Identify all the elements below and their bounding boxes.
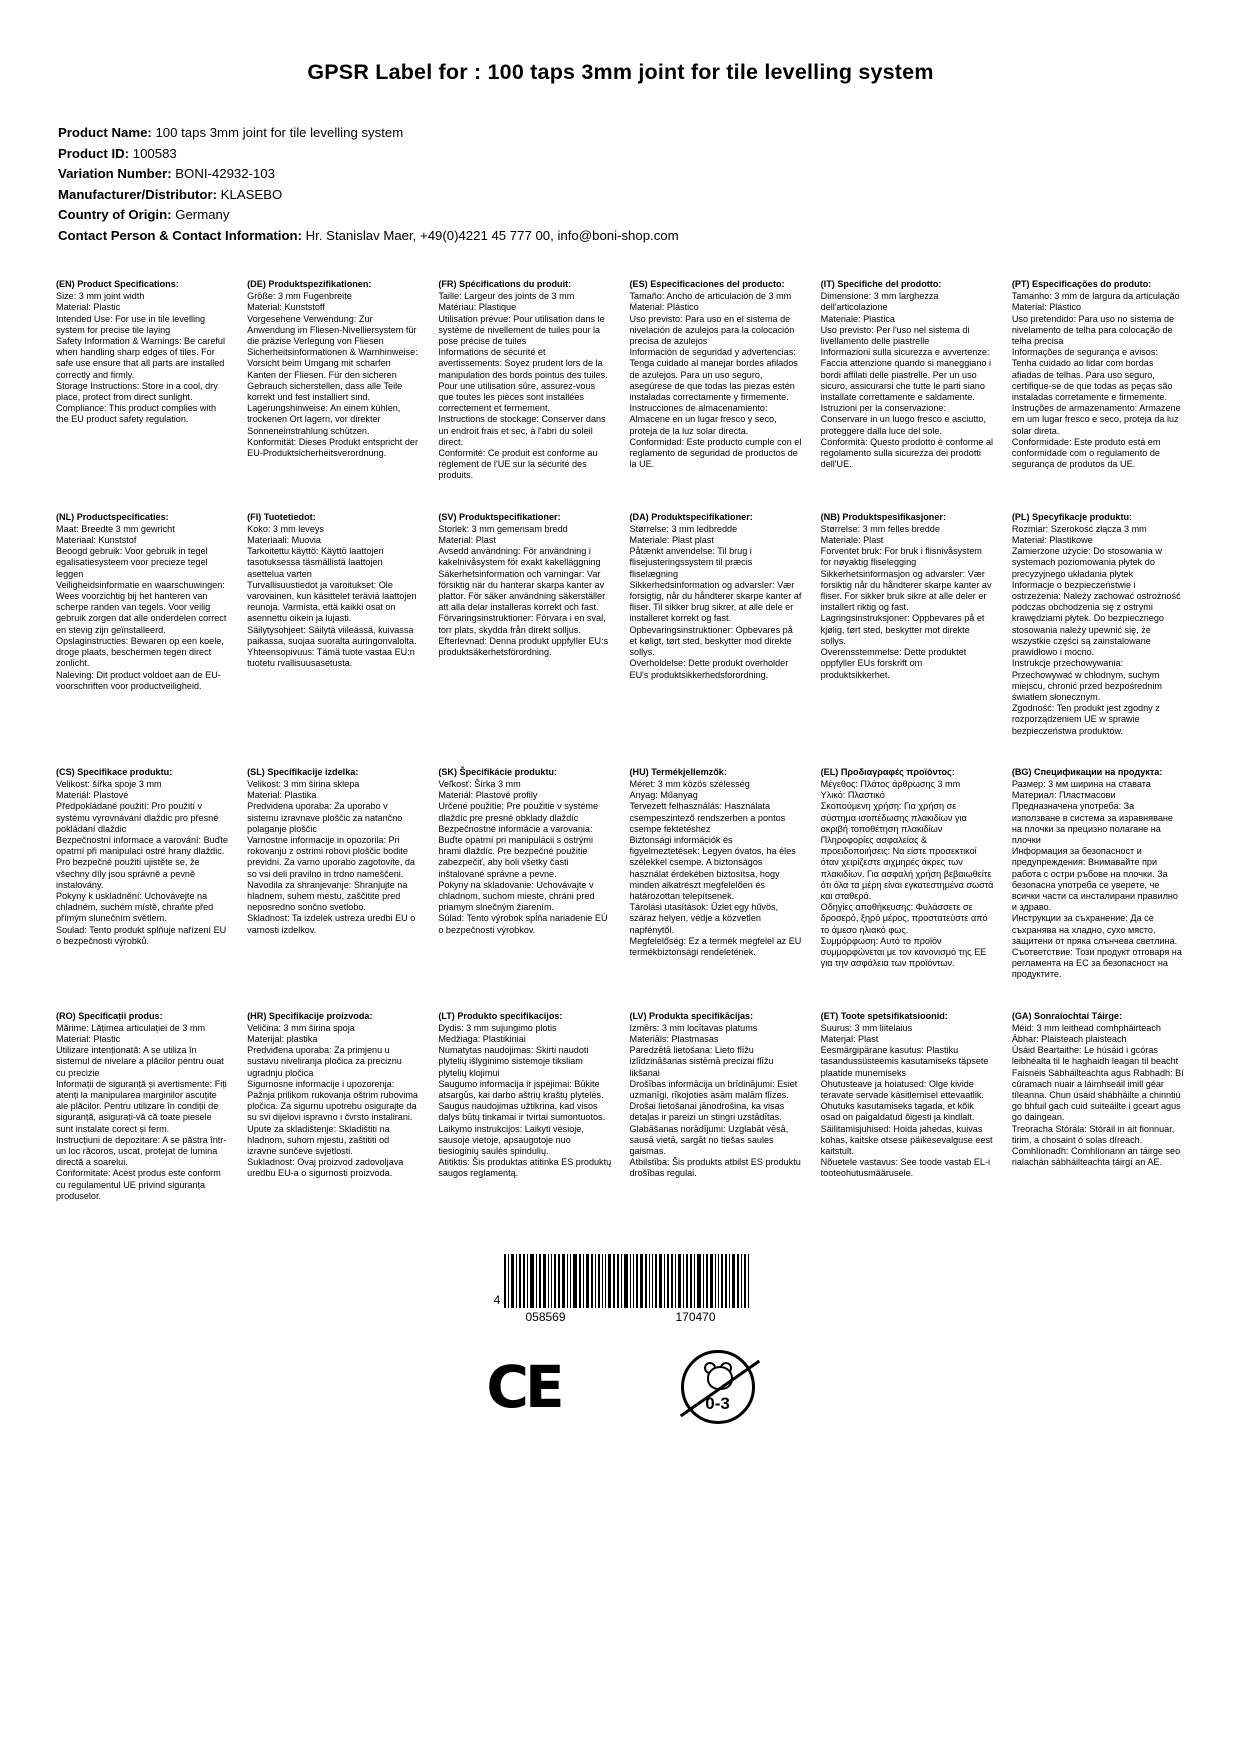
- spec-heading: (ES) Especificaciones del producto:: [629, 279, 785, 289]
- meta-value: 100 taps 3mm joint for tile levelling system: [155, 125, 404, 140]
- ce-mark-icon: CE: [486, 1353, 561, 1422]
- spec-heading: (HU) Termékjellemzők:: [629, 766, 727, 777]
- spec-block-ro: [56, 1011, 229, 1202]
- barcode-left-digits: 058569: [525, 1310, 566, 1325]
- spec-body: Größe: 3 mm Fugenbreite Material: Kunststoff Vorgesehene Verwendung: Zur Anwendung im Fliesen-Nivelliersystem für die präzise Verlegung von Fliesen Sicherheitsinformationen & Warnhinweise: Vorsicht beim Umgang mit scharfen Kanten der Fliesen. Für den sicheren Gebrauch sicherstellen, dass alle Teile korrekt und fest installiert sind. Lagerungshinweise: An einem kühlen, trockenen Ort lagern, vor direkter Sonneneinstrahlung schützen. Konformität: Dieses Produkt entspricht der EU-Produktsicherheitsverordnung.: [247, 291, 418, 459]
- spec-body: Størrelse: 3 mm ledbredde Materiale: Plast plast Påtænkt anvendelse: Til brug i flisejusteringssystem til præcis fliselægning Sikkerhedsinformation og advarsler: Vær forsigtig, når du håndterer skarpe kanter af fliser. Til sikker brug sikrer, at alle dele er installeret korrekt og fast. Opbevaringsinstruktioner: Opbevares på et køligt, tørt sted, beskytter mod direkte sollys. Overholdelse: Dette produkt overholder EU's produktsikkerhedsforordning.: [629, 523, 802, 680]
- spec-block-cs: [56, 767, 229, 981]
- barcode-right-digits: 170470: [675, 1310, 716, 1325]
- spec-block-hu: [630, 767, 803, 981]
- barcode-image: [490, 1254, 752, 1308]
- spec-block-sv: [438, 512, 611, 737]
- meta-row-contact: [58, 226, 1185, 246]
- spec-block-fi: [247, 512, 420, 737]
- symbol-row: [56, 1350, 1185, 1454]
- spec-heading: (DA) Produktspecifikationer:: [629, 511, 753, 522]
- spec-body: Tamaño: Ancho de articulación de 3 mm Material: Plástico Uso previsto: Para uso en el sistema de nivelación de azulejos para la colocación precisa de azulejos Información de seguridad y advertencias: Tenga cuidado al manejar bordes afilados de azulejos. Para un uso seguro, asegúrese de que todas las piezas estén instaladas correctamente y firmemente. Instrucciones de almacenamiento: Almacene en un lugar fresco y seco, proteja de la luz solar directa. Conformidad: Este producto cumple con el reglamento de seguridad de productos de la UE.: [629, 291, 802, 470]
- product-meta: [58, 123, 1185, 245]
- spec-block-es: [630, 279, 803, 482]
- meta-row-product-id: [58, 144, 1185, 164]
- spec-block-en: [56, 279, 229, 482]
- meta-label: Product ID:: [58, 145, 130, 161]
- spec-block-nl: [56, 512, 229, 737]
- spec-heading: (IT) Specifiche del prodotto:: [820, 279, 942, 289]
- spec-heading: (PL) Specyfikacje produktu:: [1011, 511, 1133, 522]
- barcode-bars: [504, 1254, 751, 1308]
- meta-value: BONI-42932-103: [175, 166, 275, 181]
- spec-body: Размер: 3 мм ширина на ставата Материал: Пластмасови Предназначена употреба: За използване в система за изравняване на плочки за прецизно полагане на плочки Информация за безопасност и предупреждения: Внимавайте при работа с остри ръбове на плочки. За безопасна употреба се уверете, че всички части са инсталирани правилно и здраво. Инструкции за съхранение: Да се съхранява на хладно, сухо място, защитени от пряка слънчева светлина. Съответствие: Този продукт отговаря на регламента на ЕС за безопасност на продуктите.: [1011, 778, 1182, 980]
- spec-block-sl: [247, 767, 420, 981]
- spec-block-it: [821, 279, 994, 482]
- spec-body: Velikost: šířka spoje 3 mm Materiál: Plastové Předpokládané použití: Pro použití v systému vyrovnávání dlaždic pro přesné pokládání dlaždic Bezpečnostní informace a varování: Buďte opatrní při manipulaci ostré hrany dlaždic. Pro bezpečné použití ujistěte se, že všechny díly jsou správně a pevně instalovány. Pokyny k uskladnění: Uchovávejte na chladném, suchém místě, chraňte před přímým slunečním světlem. Soulad: Tento produkt splňuje nařízení EU o bezpečnosti výrobků.: [56, 778, 228, 946]
- spec-heading: (BG) Спецификации на продукта:: [1011, 766, 1163, 777]
- spec-body: Taille: Largeur des joints de 3 mm Matériau: Plastique Utilisation prévue: Pour utilisation dans le système de nivellement de tuiles pour la pose précise de tuiles Informations de sécurité et avertissements: Soyez prudent lors de la manipulation des bords pointus des tuiles. Pour une utilisation sûre, assurez-vous que toutes les pièces sont installées correctement et fermement. Instructions de stockage: Conserver dans un endroit frais et sec, à l'abri du soleil direct. Conformité: Ce produit est conforme au règlement de l'UE sur la sécurité des produits.: [438, 291, 608, 481]
- spec-body: Størrelse: 3 mm felles bredde Materiale: Plast Forventet bruk: For bruk i flisnivåsystem for nøyaktig fliselegging Sikkerhetsinformasjon og advarsler: Vær forsiktig når du håndterer skarpe kanter av fliser. For sikker bruk sikre at alle deler er installert riktig og fast. Lagringsinstruksjoner: Oppbevares på et kjølig, tørt sted, beskytter mot direkte sollys. Overensstemmelse: Dette produktet oppfyller EUs forskrift om produktsikkerhet.: [820, 523, 992, 680]
- spec-block-da: [630, 512, 803, 737]
- spec-body: Maat: Breedte 3 mm gewricht Materiaal: Kunststof Beoogd gebruik: Voor gebruik in tegel egalisatiesysteem voor precieze tegel leggen Veiligheidsinformatie en waarschuwingen: Wees voorzichtig bij het hanteren van scherpe randen van tegels. Voor veilig gebruik zorgen dat alle onderdelen correct en stevig zijn geïnstalleerd. Opslaginstructies: Bewaren op een koele, droge plaats, beschermen tegen direct zonlicht. Naleving: Dit product voldoet aan de EU-voorschriften voor productveiligheid.: [56, 523, 227, 691]
- meta-value: 100583: [132, 145, 177, 161]
- spec-heading: (NL) Productspecificaties:: [56, 511, 169, 522]
- spec-heading: (DE) Produktspezifikationen:: [247, 279, 372, 289]
- barcode-digits: [471, 1310, 771, 1324]
- meta-row-variation-number: [58, 164, 1185, 184]
- meta-label: Manufacturer/Distributor:: [58, 186, 217, 202]
- meta-value: KLASEBO: [220, 186, 283, 202]
- spec-body: Μέγεθος: Πλάτος άρθρωσης 3 mm Υλικό: Πλαστικό Σκοπούμενη χρήση: Για χρήση σε σύστημα ισοπέδωσης πλακιδίων για ακριβή τοποθέτηση πλακιδίων Πληροφορίες ασφαλείας & προειδοποιήσεις: Να είστε προσεκτικοί όταν χειρίζεστε αιχμηρές άκρες των πλακιδίων. Για ασφαλή χρήση βεβαιωθείτε ότι όλα τα μέρη είναι εγκατεστημένα σωστά και σταθερά. Οδηγίες αποθήκευσης: Φυλάσσετε σε δροσερό, ξηρό μέρος, προστατεύστε από το άμεσο ηλιακό φως. Συμμόρφωση: Αυτό το προϊόν συμμορφώνεται με τον κανονισμό της ΕΕ για την ασφάλεια των προϊόντων.: [820, 778, 994, 969]
- spec-block-el: [821, 767, 994, 981]
- meta-value: Hr. Stanislav Maer, +49(0)4221 45 777 00, info@boni-shop.com: [305, 227, 679, 243]
- spec-heading: (GA) Sonraíochtaí Táirge:: [1011, 1010, 1122, 1021]
- spec-block-lv: [630, 1011, 803, 1202]
- spec-heading: (SL) Specifikacije izdelka:: [247, 766, 359, 777]
- spec-block-sk: [438, 767, 611, 981]
- meta-label: Country of Origin:: [58, 207, 172, 222]
- spec-body: Dimensione: 3 mm larghezza dell'articolazione Materiale: Plastica Uso previsto: Per l'uso nel sistema di livellamento delle piastrelle Informazioni sulla sicurezza e avvertenze: Faccia attenzione quando si maneggiano i bordi affilati delle piastrelle. Per un uso sicuro, assicurarsi che tutte le parti siano installate correttamente e saldamente. Istruzioni per la conservazione: Conservare in un luogo fresco e asciutto, proteggere dalla luce del sole. Conformità: Questo prodotto è conforme al regolamento sulla sicurezza dei prodotti dell'UE.: [820, 291, 994, 470]
- spec-block-nb: [821, 512, 994, 737]
- page-title: GPSR Label for : 100 taps 3mm joint for tile levelling system: [307, 60, 934, 84]
- spec-heading: (EN) Product Specifications:: [56, 279, 179, 289]
- spec-body: Méid: 3 mm leithead comhpháirteach Ábhar: Plaisteach plaisteach Úsáid Beartaithe: Le húsáid i gcóras leibhéalta til le haghaidh leagan til beacht Faisnéis Sábháilteachta agus Rabhadh: Bí cúramach nuair a láimhseáil imill géar tíleanna. Chun úsáid shábháilte a chinntiú go bhfuil gach cuid suiteáilte i gceart agus go daingean. Treoracha Stórála: Stóráil in áit fionnuar, tirim, a chosaint ó solas díreach. Comhlíonadh: Comhlíonann an táirge seo rialachán sábháilteachta táirgí an AE.: [1011, 1022, 1184, 1168]
- meta-label: Variation Number:: [58, 166, 172, 181]
- spec-heading: (LV) Produkta specifikācijas:: [629, 1010, 754, 1021]
- spec-heading: (NB) Produktspesifikasjoner:: [820, 511, 946, 522]
- meta-row-product-name: [58, 123, 1185, 143]
- spec-body: Size: 3 mm joint width Material: Plastic Intended Use: For use in tile levelling system for precise tile laying Safety Information & Warnings: Be careful when handling sharp edges of tiles. For safe use ensure that all parts are installed correctly and firmly. Storage Instructions: Store in a cool, dry place, protect from direct sunlight. Compliance: This product complies with the EU product safety regulation.: [56, 291, 225, 425]
- spec-block-de: [247, 279, 420, 482]
- spec-heading: (FI) Tuotetiedot:: [247, 511, 316, 522]
- spec-heading: (ET) Toote spetsifikatsioonid:: [820, 1010, 948, 1021]
- spec-heading: (PT) Especificações do produto:: [1011, 279, 1152, 289]
- spec-block-ga: [1012, 1011, 1185, 1202]
- spec-body: Velikost: 3 mm širina sklepa Material: Plastika Predvidena uporaba: Za uporabo v sistemu izravnave ploščic za natančno polaganje ploščic Varnostne informacije in opozorila: Pri rokovanju z ostrimi robovi ploščic bodite previdni. Za varno uporabo zagotovite, da so vsi deli pravilno in trdno nameščeni. Navodila za shranjevanje: Shranjujte na hladnem, suhem mestu, zaščitite pred neposredno sončno svetlobo. Skladnost: Ta izdelek ustreza uredbi EU o varnosti izdelkov.: [247, 778, 416, 935]
- spec-body: Suurus: 3 mm liitelaius Materjal: Plast Eesmärgipärane kasutus: Plastiku tasandussüsteemis kasutamiseks täpsete plaatide munemiseks Ohutusteave ja hoiatused: Olge kivide teravate servade käsitlemisel ettevaatlik. Ohutuks kasutamiseks tagada, et kõik osad on paigaldatud õigesti ja kindlalt. Säilitamisjuhised: Hoida jahedas, kuivas kohas, kaitske otsese päikesevalguse eest kaitstult. Nõuetele vastavus: See toode vastab EL-i tooteohutusmäärusele.: [820, 1022, 993, 1179]
- spec-heading: (LT) Produkto specifikacijos:: [438, 1010, 563, 1021]
- age-warning-0-3-icon: [681, 1350, 755, 1424]
- spec-body: Tamanho: 3 mm de largura da articulação Material: Plástico Uso pretendido: Para uso no sistema de nivelamento de telha para colocação de telha precisa Informações de segurança e avisos: Tenha cuidado ao lidar com bordas afiadas de telhas. Para uso seguro, certifique-se de que todas as peças são instaladas corretamente e firmemente. Instruções de armazenamento: Armazene em um lugar fresco e seco, proteja da luz solar direta. Conformidade: Este produto está em conformidade com o regulamento de segurança de produtos da UE.: [1011, 291, 1181, 470]
- spec-body: Dydis: 3 mm sujungimo plotis Medžiaga: Plastikiniai Numatytas naudojimas: Skirti naudoti plytelių išlyginimo sistemoje tiksliam plytelių klojimui Saugumo informacija ir įspėjimai: Būkite atsargūs, kai darbo aštrių kraštų plytelės. Saugus naudojimas užtikrina, kad visos dalys būtų tinkamai ir tvirtai sumontuotos. Laikymo instrukcijos: Laikyti vėsioje, sausoje vietoje, apsaugotoje nuo tiesioginių saulės spindulių. Atitiktis: Šis produktas atitinka ES produktų saugos reglamentą.: [438, 1022, 612, 1179]
- spec-block-pl: [1012, 512, 1185, 737]
- spec-body: Veličina: 3 mm širina spoja Materijal: plastika Predviđena uporaba: Za primjenu u sustavu niveliranja pločica za preciznu ugradnju pločica Sigurnosne informacije i upozorenja: Pažnja prilikom rukovanja oštrim rubovima pločica. Za sigurnu upotrebu osigurajte da su svi dijelovi ispravno i čvrsto instalirani. Upute za skladištenje: Skladištiti na hladnom, suhom mjestu, zaštititi od izravne sunčeve svjetlosti. Sukladnost: Ovaj proizvod zadovoljava uredbu EU-a o sigurnosti proizvoda.: [247, 1022, 418, 1179]
- meta-value: Germany: [175, 207, 230, 222]
- spec-body: Mărime: Lățimea articulației de 3 mm Material: Plastic Utilizare intenționată: A se utiliza în sistemul de nivelare a plăcilor pentru ouat cu precizie Informații de siguranță și avertismente: Fiți atenți la manipularea marginilor ascuțite ale plăcilor. Pentru utilizare în condiții de siguranță, asigurați-vă că toate piesele sunt instalate corect și ferm. Instrucțiuni de depozitare: A se păstra într- un loc răcoros, uscat, protejat de lumina directă a soarelui. Conformitate: Acest produs este conform cu regulamentul UE privind siguranța produselor.: [56, 1022, 227, 1201]
- age-warning-label: 0-3: [705, 1394, 730, 1414]
- spec-body: Rozmiar: Szerokość złącza 3 mm Materiał: Plastikowe Zamierzone użycie: Do stosowania w systemach poziomowania płytek do precyzyjnego układania płytek Informacje o bezpieczeństwie i ostrzeżenia: Należy zachować ostrożność podczas obchodzenia się z ostrymi krawędziami płytek. Do bezpiecznego stosowania należy upewnić się, że wszystkie części są zainstalowane prawidłowo i mocno. Instrukcje przechowywania: Przechowywać w chłodnym, suchym miejscu, chronić przed bezpośrednim światłem słonecznym. Zgodność: Ten produkt jest zgodny z rozporządzeniem UE w sprawie bezpieczeństwa produktów.: [1011, 523, 1181, 736]
- spec-heading: (CS) Specifikace produktu:: [56, 766, 173, 777]
- meta-row-manufacturer: [58, 185, 1185, 205]
- spec-block-fr: [438, 279, 611, 482]
- spec-block-lt: [438, 1011, 611, 1202]
- spec-block-pt: [1012, 279, 1185, 482]
- spec-block-bg: [1012, 767, 1185, 981]
- spec-heading: (HR) Specifikacije proizvoda:: [247, 1010, 373, 1021]
- meta-row-country-of-origin: [58, 205, 1185, 225]
- spec-block-hr: [247, 1011, 420, 1202]
- spec-body: Méret: 3 mm közös szélesség Anyag: Műanyag Tervezett felhasználás: Használata csempeszintező rendszerben a pontos csempe fektetéshez Biztonsági információk és figyelmeztetések: Legyen óvatos, ha éles szélekkel csempe. A biztonságos használat érdekében biztosítsa, hogy minden alkatrészt megfelelően és határozottan telepítsenek. Tárolási utasítások: Üzlet egy hűvös, száraz helyen, védje a közvetlen napfénytől. Megfelelőség: Ez a termék megfelel az EU termékbiztonsági rendeletének.: [629, 778, 802, 957]
- spec-body: Izmērs: 3 mm locītavas platums Materiāls: Plastmasas Paredzētā lietošana: Lieto flīžu izlīdzināšanas sistēmā precizai flīžu likšanai Drošības informācija un brīdinājumi: Esiet uzmanīgi, rīkojoties asām malām flīzes. Drošai lietošanai jānodrošina, ka visas detaļas ir pareizi un stingri uzstādītas. Glabāšanas norādījumi: Uzglabāt vēsā, sausā vietā, sargāt no tiešas saules gaismas. Atbilstība: Šis produkts atbilst ES produktu drošības regulai.: [629, 1022, 801, 1179]
- spec-heading: (SK) Špecifikácie produktu:: [438, 766, 558, 777]
- spec-block-et: [821, 1011, 994, 1202]
- spec-heading: (SV) Produktspecifikationer:: [438, 511, 561, 522]
- barcode-area: [56, 1254, 1185, 1324]
- spec-heading: (FR) Spécifications du produit:: [438, 279, 572, 289]
- spec-body: Koko: 3 mm leveys Materiaali: Muovia Tarkoitettu käyttö: Käyttö laattojen tasotuksessa täsmällistä laattojen asettelua varten Turvallisuustiedot ja varoitukset: Ole varovainen, kun käsittelet teräviä laattojen reunoja. Varmista, että kaikki osat on asennettu oikein ja lujasti. Säilytysohjeet: Säilytä viileässä, kuivassa paikassa, suojaa suoralta auringonvalolta. Yhteensopivuus: Tämä tuote vastaa EU:n tuotetu rvallisuusasetusta.: [247, 523, 417, 669]
- meta-label: Product Name:: [58, 125, 152, 140]
- spec-body: Storlek: 3 mm gemensam bredd Material: Plast Avsedd användning: För användning i kakelnivåsystem för exakt kakelläggning Säkerhetsinformation och varningar: Var försiktig när du hanterar skarpa kanter av plattor. För säker användning säkerställer att alla delar installeras korrekt och fast. Förvaringsinstruktioner: Förvara i en sval, torr plats, skydda från direkt solljus. Efterlevnad: Denna produkt uppfyller EU:s produktsäkerhetsförordning.: [438, 523, 609, 658]
- spec-heading: (RO) Specificații produs:: [56, 1010, 163, 1021]
- barcode-lead-digit: 4: [493, 1293, 501, 1308]
- spec-body: Veľkosť: Šírka 3 mm Materiál: Plastové profily Určené použitie: Pre použitie v systéme dlaždíc pre presné obklady dlaždíc Bezpečnostné informácie a varovania: Buďte opatrní pri manipulácii s ostrými hrami dlaždíc. Pre bezpečné použitie zabezpečiť, aby boli všetky časti inštalované správne a pevne. Pokyny na skladovanie: Uchovávajte v chladnom, suchom mieste, chráni pred priamym slnečným žiarením. Súlad: Tento výrobok spĺňa nariadenie EÚ o bezpečnosti výrobkov.: [438, 778, 608, 935]
- meta-label: Contact Person & Contact Information:: [58, 227, 302, 243]
- child-face-icon: [703, 1362, 733, 1390]
- spec-heading: (EL) Προδιαγραφές προϊόντος:: [820, 766, 955, 777]
- language-specs-grid: [56, 279, 1185, 1202]
